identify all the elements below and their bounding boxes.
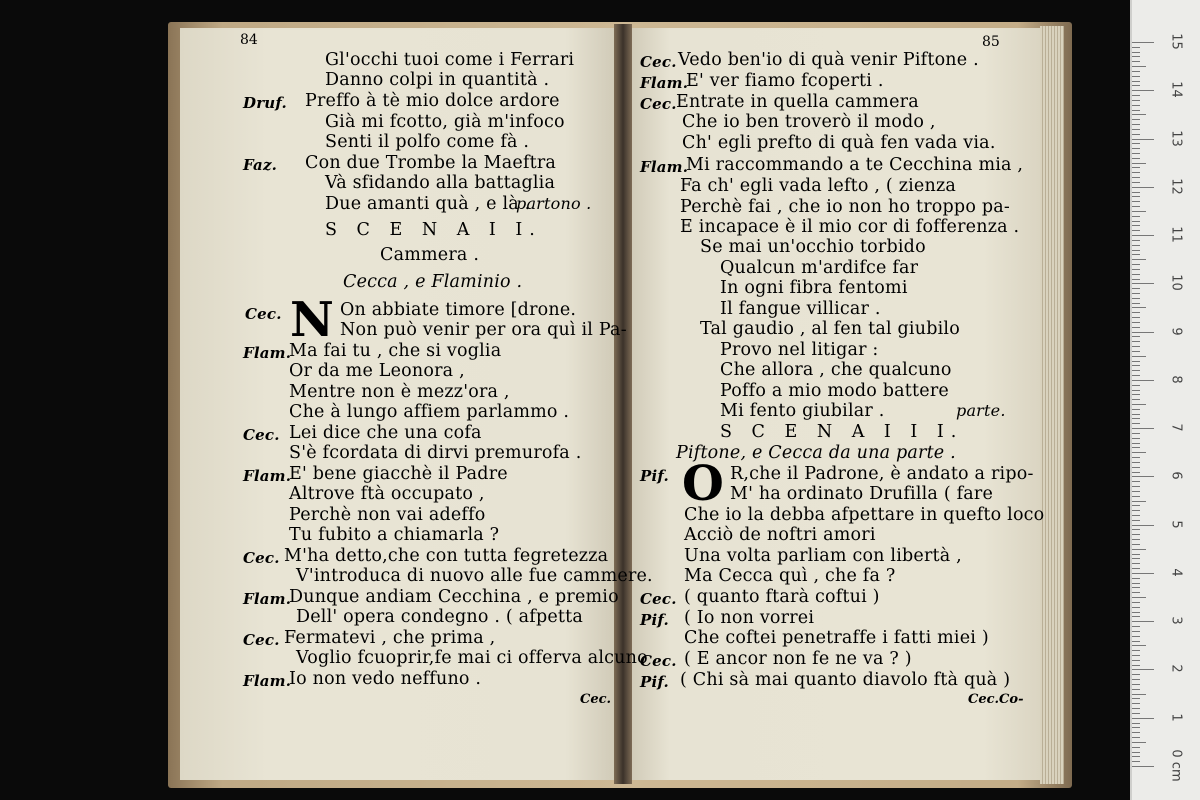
ruler-tick xyxy=(1132,274,1140,275)
verse-line: Lei dice che una cofa xyxy=(289,423,482,443)
ruler-tick xyxy=(1132,85,1140,86)
verse-line: Mi raccommando a te Cecchina mia , xyxy=(686,155,1024,175)
ruler-tick xyxy=(1132,385,1140,386)
ruler-tick xyxy=(1132,163,1146,164)
verse-line: Che coftei penetraffe i fatti miei ) xyxy=(684,628,989,648)
speaker-label: Pif. xyxy=(640,611,669,629)
ruler-tick xyxy=(1132,303,1140,304)
ruler-tick xyxy=(1132,428,1154,429)
verse-line: Provo nel litigar : xyxy=(720,340,879,360)
stage-direction: partono . xyxy=(516,194,592,213)
ruler-tick xyxy=(1132,626,1140,627)
scene-characters: Piftone, e Cecca da una parte . xyxy=(676,443,956,463)
ruler-tick xyxy=(1132,71,1140,72)
speaker-label: Cec. xyxy=(640,53,677,71)
ruler-tick xyxy=(1132,462,1140,463)
verse-line: Entrate in quella cammera xyxy=(676,92,919,112)
verse-line: R,che il Padrone, è andato a ripo- xyxy=(730,464,1034,484)
ruler-tick xyxy=(1132,592,1140,593)
ruler-tick xyxy=(1132,476,1154,477)
speaker-label: Cec. xyxy=(640,95,677,113)
ruler-number: 10 xyxy=(1168,274,1184,292)
verse-line: Dell' opera condegno . ( afpetta xyxy=(296,607,584,627)
ruler-tick xyxy=(1132,655,1140,656)
speaker-label: Pif. xyxy=(640,673,669,691)
ruler-tick xyxy=(1132,414,1140,415)
verse-line: Gl'occhi tuoi come i Ferrari xyxy=(325,50,575,70)
ruler-tick xyxy=(1132,607,1140,608)
ruler-tick xyxy=(1132,390,1140,391)
ruler-tick xyxy=(1132,665,1140,666)
ruler-tick xyxy=(1132,578,1140,579)
verse-line: Qualcun m'ardifce far xyxy=(720,258,919,278)
ruler-tick xyxy=(1132,486,1140,487)
ruler-tick xyxy=(1132,230,1140,231)
ruler-tick xyxy=(1132,742,1146,743)
ruler-tick xyxy=(1132,143,1140,144)
ruler-tick xyxy=(1132,332,1154,333)
ruler-tick xyxy=(1132,90,1154,91)
verse-line: Preffo à tè mio dolce ardore xyxy=(305,91,560,111)
ruler-tick xyxy=(1132,119,1140,120)
speaker-label: Flam. xyxy=(640,74,689,92)
verse-line: On abbiate timore [drone. xyxy=(340,300,577,320)
ruler-number: 0 cm xyxy=(1168,749,1184,782)
ruler-tick xyxy=(1132,505,1140,506)
ruler-tick xyxy=(1132,515,1140,516)
stage-direction: parte. xyxy=(956,401,1006,420)
speaker-label: Cec. xyxy=(243,549,280,567)
ruler-tick xyxy=(1132,602,1140,603)
ruler-tick xyxy=(1132,279,1140,280)
ruler-tick xyxy=(1132,752,1140,753)
ruler-tick xyxy=(1132,612,1140,613)
ruler-tick xyxy=(1132,365,1140,366)
ruler-tick xyxy=(1132,689,1140,690)
ruler-number: 9 xyxy=(1168,326,1184,336)
catchword: Cec. xyxy=(580,692,612,707)
speaker-label: Pif. xyxy=(640,467,669,485)
ruler-tick xyxy=(1132,129,1140,130)
verse-line: Il fangue villicar . xyxy=(720,299,881,319)
ruler-tick xyxy=(1132,254,1140,255)
ruler-number: 13 xyxy=(1168,129,1184,147)
ruler-tick xyxy=(1132,409,1140,410)
ruler-tick xyxy=(1132,240,1140,241)
verse-line: M' ha ordinato Drufilla ( fare xyxy=(730,484,994,504)
ruler-tick xyxy=(1132,399,1140,400)
ruler-tick xyxy=(1132,288,1140,289)
speaker-label: Flam. xyxy=(243,467,292,485)
page-number: 84 xyxy=(240,32,258,48)
verse-line: Tu fubito a chiamarla ? xyxy=(289,525,500,545)
ruler-tick xyxy=(1132,110,1140,111)
verse-line: E incapace è il mio cor di fofferenza . xyxy=(680,217,1020,237)
ruler-tick xyxy=(1132,196,1140,197)
ruler-tick xyxy=(1132,616,1140,617)
ruler-tick xyxy=(1132,669,1154,670)
ruler-tick xyxy=(1132,621,1154,622)
verse-line: Mi fento giubilar . xyxy=(720,401,885,421)
ruler-tick xyxy=(1132,433,1140,434)
ruler-tick xyxy=(1132,529,1140,530)
ruler-number: 8 xyxy=(1168,375,1184,384)
ruler-tick xyxy=(1132,341,1140,342)
ruler-tick xyxy=(1132,52,1140,53)
ruler-tick xyxy=(1132,370,1140,371)
ruler-tick xyxy=(1132,438,1140,439)
ruler-number: 6 xyxy=(1168,471,1184,481)
drop-cap: N xyxy=(290,292,334,348)
ruler-tick xyxy=(1132,317,1140,318)
ruler-number: 15 xyxy=(1168,33,1184,50)
speaker-label: Druf. xyxy=(243,94,287,112)
page-edges xyxy=(1040,26,1064,784)
verse-line: Che à lungo affiem parlammo . xyxy=(289,402,570,422)
ruler-tick xyxy=(1132,182,1140,183)
ruler-tick xyxy=(1132,723,1140,724)
ruler-tick xyxy=(1132,481,1140,482)
ruler-tick xyxy=(1132,245,1140,246)
verse-line: Che io ben troverò il modo , xyxy=(682,112,936,132)
ruler-tick xyxy=(1132,583,1140,584)
verse-line: Non può venir per ora quì il Pa- xyxy=(340,320,627,340)
ruler-tick xyxy=(1132,346,1140,347)
verse-line: In ogni fibra fentomi xyxy=(720,278,908,298)
verse-line: Due amanti quà , e là . xyxy=(325,194,531,214)
ruler-tick xyxy=(1132,694,1146,695)
verse-line: S'è fcordata di dirvi premurofa . xyxy=(289,443,582,463)
ruler-tick xyxy=(1132,597,1146,598)
ruler-tick xyxy=(1132,361,1140,362)
ruler-tick xyxy=(1132,525,1154,526)
ruler-tick xyxy=(1132,81,1140,82)
verse-line: ( E ancor non fe ne va ? ) xyxy=(684,649,912,669)
ruler-tick xyxy=(1132,283,1154,284)
speaker-label: Flam. xyxy=(243,672,292,690)
ruler-tick xyxy=(1132,172,1140,173)
ruler-tick xyxy=(1132,708,1140,709)
verse-line: Ch' egli prefto di quà fen vada via. xyxy=(682,133,996,153)
ruler-number: 11 xyxy=(1168,226,1184,243)
ruler-tick xyxy=(1132,114,1146,115)
ruler-tick xyxy=(1132,153,1140,154)
ruler-tick xyxy=(1132,167,1140,168)
ruler-tick xyxy=(1132,573,1154,574)
ruler-tick xyxy=(1132,679,1140,680)
verse-line: Dunque andiam Cecchina , e premio xyxy=(289,587,619,607)
ruler-tick xyxy=(1132,206,1140,207)
verse-line: Voglio fcuoprir,fe mai ci offerva alcuno xyxy=(296,648,648,668)
verse-line: Con due Trombe la Maeftra xyxy=(305,153,557,173)
ruler-tick xyxy=(1132,380,1154,381)
verse-line: Poffo a mio modo battere xyxy=(720,381,949,401)
ruler-tick xyxy=(1132,66,1146,67)
measurement-ruler xyxy=(1130,0,1200,800)
drop-cap: O xyxy=(682,456,724,512)
ruler-tick xyxy=(1132,61,1140,62)
page-number: 85 xyxy=(982,34,1000,50)
speaker-label: Cec. xyxy=(243,426,280,444)
ruler-tick xyxy=(1132,452,1146,453)
ruler-tick xyxy=(1132,100,1140,101)
verse-line: Fermatevi , che prima , xyxy=(284,628,496,648)
ruler-tick xyxy=(1132,737,1140,738)
ruler-tick xyxy=(1132,158,1140,159)
ruler-tick xyxy=(1132,418,1140,419)
ruler-tick xyxy=(1132,47,1140,48)
ruler-tick xyxy=(1132,727,1140,728)
ruler-tick xyxy=(1132,259,1146,260)
verse-line: Và sfidando alla battaglia xyxy=(325,173,556,193)
ruler-tick xyxy=(1132,684,1140,685)
verse-line: ( Io non vorrei xyxy=(684,608,815,628)
ruler-tick xyxy=(1132,539,1140,540)
ruler-tick xyxy=(1132,95,1140,96)
verse-line: Altrove ftà occupato , xyxy=(289,484,485,504)
verse-line: Tal gaudio , al fen tal giubilo xyxy=(700,319,960,339)
verse-line: Acciò de noftri amori xyxy=(684,525,876,545)
ruler-tick xyxy=(1132,558,1140,559)
verse-line: Senti il polfo come fà . xyxy=(325,132,530,152)
ruler-tick xyxy=(1132,404,1146,405)
ruler-tick xyxy=(1132,510,1140,511)
ruler-tick xyxy=(1132,201,1140,202)
ruler-tick xyxy=(1132,732,1140,733)
ruler-tick xyxy=(1132,703,1140,704)
ruler-tick xyxy=(1132,501,1146,502)
ruler-tick xyxy=(1132,636,1140,637)
ruler-tick xyxy=(1132,139,1154,140)
ruler-tick xyxy=(1132,148,1140,149)
verse-line: Che allora , che qualcuno xyxy=(720,360,952,380)
speaker-label: Cec. xyxy=(243,631,280,649)
ruler-number: 2 xyxy=(1168,664,1184,674)
ruler-tick xyxy=(1132,766,1154,767)
ruler-tick xyxy=(1132,563,1140,564)
ruler-tick xyxy=(1132,718,1154,719)
scene-characters: Cecca , e Flaminio . xyxy=(343,272,523,292)
ruler-tick xyxy=(1132,467,1140,468)
speaker-label: Faz. xyxy=(243,156,278,174)
speaker-label: Cec. xyxy=(640,590,677,608)
ruler-tick xyxy=(1132,568,1140,569)
ruler-tick xyxy=(1132,443,1140,444)
ruler-tick xyxy=(1132,375,1140,376)
ruler-tick xyxy=(1132,761,1140,762)
verse-line: V'introduca di nuovo alle fue cammere. xyxy=(296,566,653,586)
ruler-tick xyxy=(1132,124,1140,125)
verse-line: Danno colpi in quantità . xyxy=(325,70,550,90)
ruler-tick xyxy=(1132,496,1140,497)
verse-line: Ma fai tu , che si voglia xyxy=(289,341,502,361)
ruler-tick xyxy=(1132,756,1140,757)
ruler-tick xyxy=(1132,307,1146,308)
book-gutter xyxy=(614,24,632,784)
verse-line: ( quanto ftarà coftui ) xyxy=(684,587,880,607)
ruler-tick xyxy=(1132,698,1140,699)
ruler-tick xyxy=(1132,351,1140,352)
verse-line: M'ha detto,che con tutta fegretezza xyxy=(284,546,609,566)
scene-location: Cammera . xyxy=(380,245,480,265)
scene-heading: S C E N A I I. xyxy=(325,220,542,240)
ruler-tick xyxy=(1132,549,1146,550)
ruler-tick xyxy=(1132,225,1140,226)
ruler-tick xyxy=(1132,544,1140,545)
ruler-tick xyxy=(1132,192,1140,193)
ruler-tick xyxy=(1132,534,1140,535)
catchword: Cec.Co- xyxy=(968,692,1024,707)
verse-line: Una volta parliam con libertà , xyxy=(684,546,962,566)
ruler-tick xyxy=(1132,491,1140,492)
verse-line: Mentre non è mezz'ora , xyxy=(289,382,510,402)
ruler-tick xyxy=(1132,298,1140,299)
ruler-tick xyxy=(1132,187,1154,188)
ruler-number: 7 xyxy=(1168,423,1184,432)
ruler-tick xyxy=(1132,587,1140,588)
ruler-tick xyxy=(1132,394,1140,395)
ruler-number: 3 xyxy=(1168,616,1184,625)
ruler-number: 1 xyxy=(1168,713,1184,722)
ruler-tick xyxy=(1132,322,1140,323)
ruler-tick xyxy=(1132,641,1140,642)
ruler-tick xyxy=(1132,269,1140,270)
ruler-tick xyxy=(1132,250,1140,251)
verse-line: ( Chi sà mai quanto diavolo ftà quà ) xyxy=(680,670,1011,690)
ruler-tick xyxy=(1132,645,1146,646)
ruler-tick xyxy=(1132,312,1140,313)
ruler-tick xyxy=(1132,472,1140,473)
verse-line: Perchè fai , che io non ho troppo pa- xyxy=(680,197,1010,217)
verse-line: Fa ch' egli vada lefto , ( zienza xyxy=(680,176,957,196)
ruler-number: 5 xyxy=(1168,520,1184,529)
verse-line: E' bene giacchè il Padre xyxy=(289,464,508,484)
ruler-tick xyxy=(1132,42,1154,43)
ruler-tick xyxy=(1132,747,1140,748)
ruler-tick xyxy=(1132,713,1140,714)
ruler-number: 4 xyxy=(1168,568,1184,577)
verse-line: Or da me Leonora , xyxy=(289,361,465,381)
scene-heading: S C E N A I I I. xyxy=(720,422,964,442)
speaker-label: Cec. xyxy=(640,652,677,670)
ruler-tick xyxy=(1132,554,1140,555)
ruler-tick xyxy=(1132,56,1140,57)
ruler-tick xyxy=(1132,423,1140,424)
ruler-tick xyxy=(1132,327,1140,328)
ruler-tick xyxy=(1132,674,1140,675)
speaker-label: Flam. xyxy=(640,158,689,176)
speaker-label: Flam. xyxy=(243,344,292,362)
ruler-tick xyxy=(1132,660,1140,661)
verse-line: Perchè non vai adeffo xyxy=(289,505,486,525)
ruler-tick xyxy=(1132,631,1140,632)
verse-line: Se mai un'occhio torbido xyxy=(700,237,926,257)
ruler-tick xyxy=(1132,216,1140,217)
ruler-tick xyxy=(1132,235,1154,236)
verse-line: Che io la debba afpettare in quefto loco xyxy=(684,505,1045,525)
ruler-tick xyxy=(1132,264,1140,265)
ruler-tick xyxy=(1132,293,1140,294)
verse-line: Ma Cecca quì , che fa ? xyxy=(684,566,896,586)
ruler-number: 12 xyxy=(1168,178,1184,195)
verse-line: Vedo ben'io di quà venir Piftone . xyxy=(678,50,979,70)
ruler-tick xyxy=(1132,76,1140,77)
verse-line: Già mi fcotto, già m'infoco xyxy=(325,112,565,132)
ruler-tick xyxy=(1132,650,1140,651)
ruler-tick xyxy=(1132,457,1140,458)
ruler-tick xyxy=(1132,221,1140,222)
ruler-tick xyxy=(1132,211,1146,212)
verse-line: Io non vedo neffuno . xyxy=(289,669,482,689)
speaker-label: Cec. xyxy=(245,305,282,323)
speaker-label: Flam. xyxy=(243,590,292,608)
ruler-tick xyxy=(1132,447,1140,448)
ruler-tick xyxy=(1132,134,1140,135)
ruler-tick xyxy=(1132,520,1140,521)
ruler-tick xyxy=(1132,105,1140,106)
verse-line: E' ver fiamo fcoperti . xyxy=(686,71,884,91)
ruler-tick xyxy=(1132,356,1146,357)
ruler-tick xyxy=(1132,177,1140,178)
ruler-number: 14 xyxy=(1168,81,1184,99)
ruler-tick xyxy=(1132,336,1140,337)
